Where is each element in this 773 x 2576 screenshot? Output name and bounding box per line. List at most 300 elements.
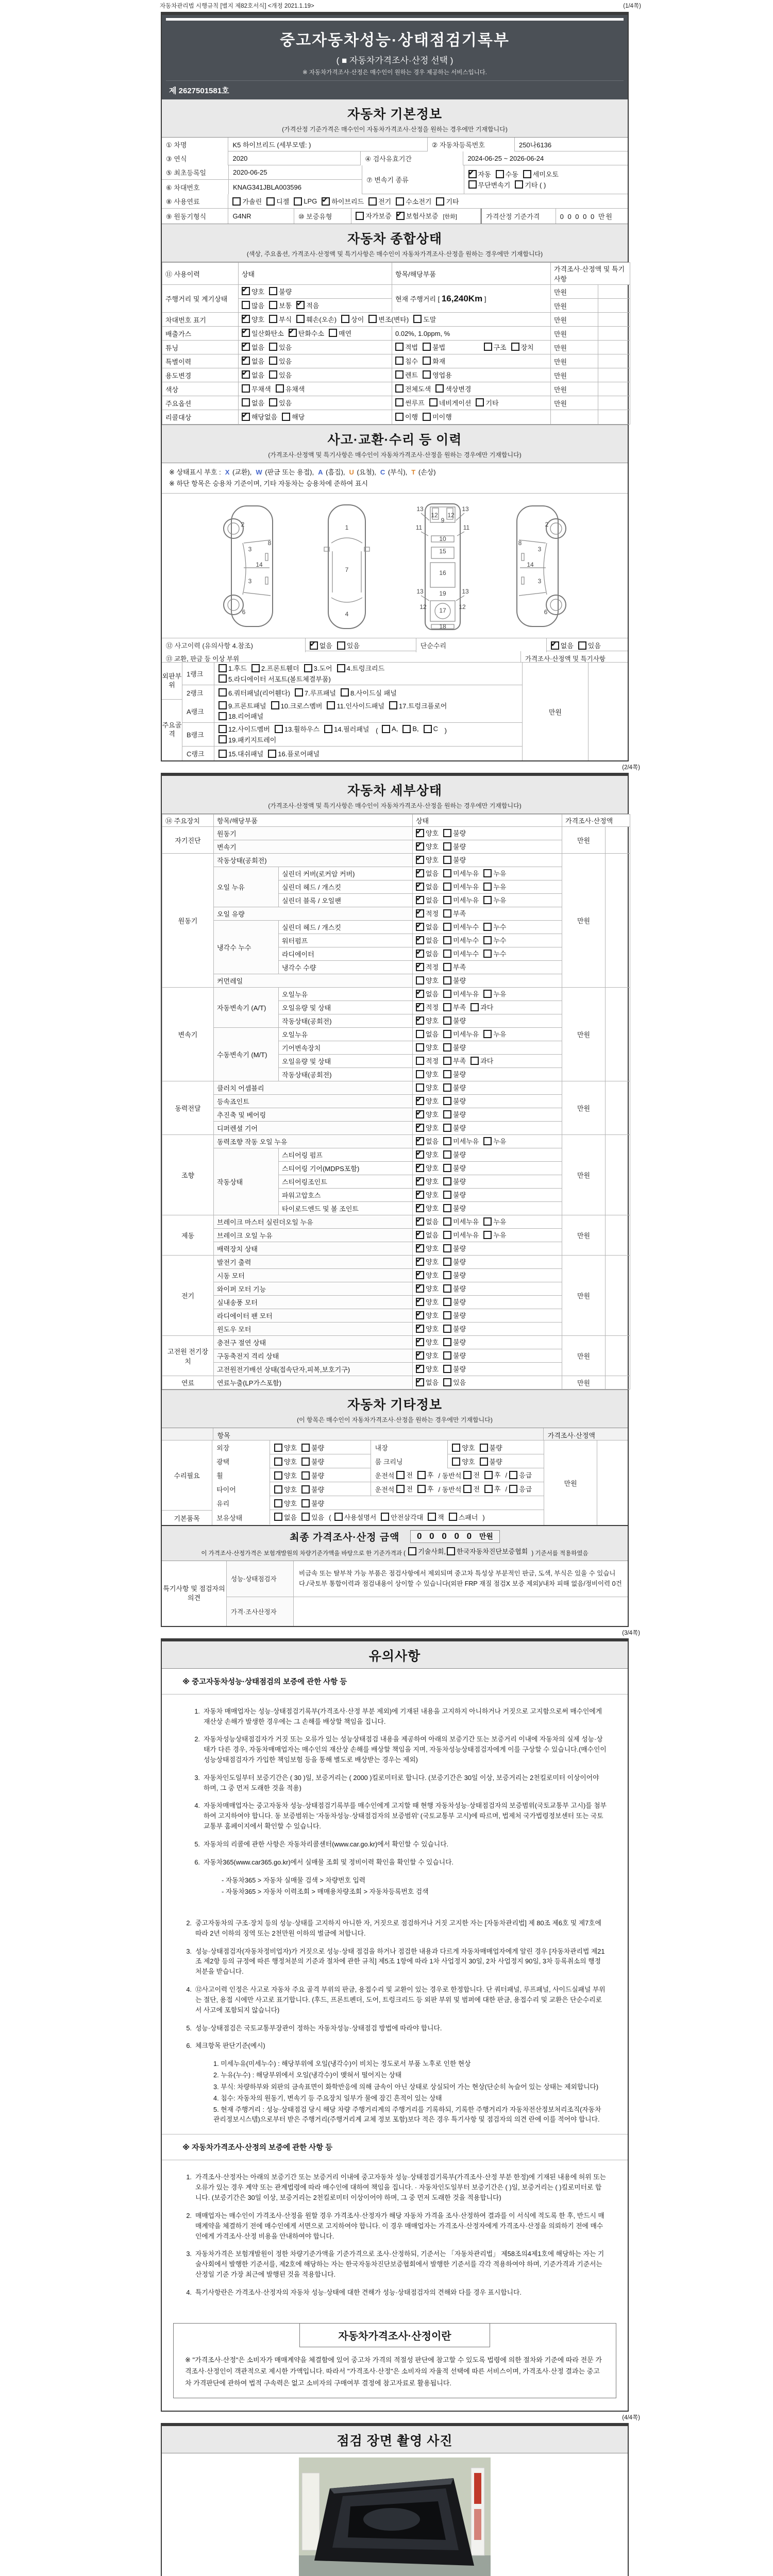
checkbox-icon[interactable] — [242, 301, 250, 309]
checkbox-option[interactable] — [324, 724, 369, 734]
checkbox-option[interactable] — [296, 300, 319, 310]
checkbox-icon[interactable] — [443, 1083, 451, 1092]
checkbox-checked-icon[interactable] — [416, 1378, 424, 1386]
checkbox-option[interactable] — [511, 342, 534, 352]
checkbox-option[interactable] — [368, 196, 391, 206]
checkbox-icon[interactable] — [396, 1485, 405, 1493]
checkbox-option[interactable] — [274, 1470, 297, 1480]
checkbox-icon[interactable] — [443, 950, 451, 958]
checkbox-option[interactable] — [443, 1297, 466, 1307]
checkbox-icon[interactable] — [341, 688, 349, 697]
checkbox-icon[interactable] — [443, 909, 451, 918]
checkbox-option[interactable] — [443, 855, 466, 865]
checkbox-icon[interactable] — [242, 398, 250, 406]
checkbox-icon[interactable] — [443, 1351, 451, 1360]
checkbox-option[interactable] — [452, 1456, 475, 1466]
checkbox-icon[interactable] — [509, 1471, 517, 1479]
checkbox-icon[interactable] — [443, 1204, 451, 1212]
checkbox-icon[interactable] — [483, 883, 492, 891]
checkbox-option[interactable] — [416, 1109, 439, 1119]
checkbox-icon[interactable] — [341, 315, 349, 323]
checkbox-checked-icon[interactable] — [416, 1325, 424, 1333]
checkbox-checked-icon[interactable] — [416, 896, 424, 904]
checkbox-icon[interactable] — [435, 384, 444, 393]
checkbox-checked-icon[interactable] — [416, 950, 424, 958]
checkbox-icon[interactable] — [269, 370, 277, 379]
checkbox-option[interactable] — [416, 1364, 439, 1374]
checkbox-option[interactable] — [276, 384, 305, 394]
checkbox-icon[interactable] — [480, 1444, 488, 1452]
checkbox-icon[interactable] — [269, 357, 277, 365]
checkbox-option[interactable] — [463, 1484, 480, 1494]
checkbox-icon[interactable] — [242, 384, 250, 393]
checkbox-option[interactable] — [242, 314, 264, 324]
checkbox-icon[interactable] — [483, 1137, 492, 1145]
checkbox-option[interactable] — [242, 398, 264, 408]
checkbox-option[interactable] — [483, 1216, 506, 1226]
checkbox-icon[interactable] — [443, 1070, 451, 1078]
checkbox-option[interactable] — [484, 342, 507, 352]
checkbox-option[interactable] — [443, 1350, 466, 1360]
checkbox-option[interactable] — [416, 935, 439, 945]
checkbox-icon[interactable] — [389, 701, 397, 709]
checkbox-option[interactable] — [416, 1163, 439, 1173]
checkbox-option[interactable] — [483, 922, 506, 931]
checkbox-option[interactable] — [443, 1042, 466, 1052]
checkbox-option[interactable] — [443, 1109, 466, 1119]
checkbox-option[interactable] — [416, 1216, 439, 1226]
checkbox-option[interactable] — [301, 1456, 324, 1466]
checkbox-option[interactable] — [443, 1176, 466, 1186]
checkbox-icon[interactable] — [413, 315, 422, 323]
checkbox-icon[interactable] — [443, 1244, 451, 1252]
checkbox-option[interactable] — [296, 314, 337, 324]
checkbox-icon[interactable] — [443, 856, 451, 864]
checkbox-icon[interactable] — [443, 1365, 451, 1373]
checkbox-icon[interactable] — [274, 1471, 282, 1480]
checkbox-option[interactable] — [396, 211, 439, 221]
checkbox-icon[interactable] — [483, 950, 492, 958]
checkbox-option[interactable] — [269, 398, 292, 408]
checkbox-icon[interactable] — [468, 180, 477, 189]
checkbox-option[interactable] — [242, 328, 284, 338]
checkbox-option[interactable] — [416, 1015, 439, 1025]
checkbox-icon[interactable] — [436, 197, 444, 206]
checkbox-icon[interactable] — [268, 750, 276, 758]
checkbox-option[interactable] — [483, 935, 506, 945]
checkbox-icon[interactable] — [429, 398, 438, 406]
checkbox-checked-icon[interactable] — [416, 1110, 424, 1118]
checkbox-icon[interactable] — [282, 413, 290, 421]
checkbox-option[interactable] — [269, 286, 292, 296]
checkbox-icon[interactable] — [416, 976, 424, 985]
checkbox-icon[interactable] — [396, 197, 404, 206]
checkbox-option[interactable] — [416, 948, 439, 958]
checkbox-icon[interactable] — [443, 1231, 451, 1239]
checkbox-option[interactable] — [402, 725, 418, 733]
checkbox-option[interactable] — [268, 749, 320, 758]
checkbox-icon[interactable] — [271, 701, 279, 709]
checkbox-icon[interactable] — [274, 1499, 282, 1507]
checkbox-checked-icon[interactable] — [416, 1365, 424, 1373]
checkbox-option[interactable] — [443, 1364, 466, 1374]
checkbox-option[interactable] — [416, 1149, 439, 1159]
checkbox-icon[interactable] — [295, 688, 303, 697]
checkbox-icon[interactable] — [423, 370, 431, 379]
checkbox-option[interactable] — [381, 1512, 423, 1522]
checkbox-option[interactable] — [368, 314, 409, 324]
checkbox-option[interactable] — [395, 356, 418, 366]
checkbox-icon[interactable] — [266, 197, 275, 206]
checkbox-option[interactable] — [470, 1002, 493, 1012]
checkbox-option[interactable] — [269, 370, 292, 380]
checkbox-icon[interactable] — [443, 1097, 451, 1105]
checkbox-icon[interactable] — [443, 1110, 451, 1118]
checkbox-option[interactable] — [301, 1470, 324, 1480]
checkbox-icon[interactable] — [443, 842, 451, 851]
checkbox-icon[interactable] — [276, 384, 284, 393]
checkbox-checked-icon[interactable] — [242, 370, 250, 379]
checkbox-icon[interactable] — [395, 384, 404, 393]
checkbox-option[interactable] — [416, 1324, 439, 1333]
checkbox-option[interactable] — [341, 314, 364, 324]
checkbox-icon[interactable] — [452, 1458, 460, 1466]
checkbox-option[interactable] — [447, 1546, 528, 1556]
checkbox-icon[interactable] — [443, 976, 451, 985]
checkbox-option[interactable] — [416, 1230, 439, 1240]
checkbox-option[interactable] — [416, 1203, 439, 1213]
checkbox-option[interactable] — [443, 922, 479, 931]
checkbox-option[interactable] — [435, 384, 471, 394]
checkbox-icon[interactable] — [219, 712, 227, 720]
checkbox-option[interactable] — [423, 342, 445, 352]
checkbox-option[interactable] — [242, 370, 264, 380]
checkbox-icon[interactable] — [483, 936, 492, 944]
checkbox-option[interactable] — [294, 197, 317, 206]
checkbox-option[interactable] — [429, 398, 472, 408]
checkbox-option[interactable] — [416, 841, 439, 851]
checkbox-icon[interactable] — [294, 197, 302, 206]
checkbox-option[interactable] — [242, 286, 264, 296]
checkbox-option[interactable] — [483, 1029, 506, 1039]
checkbox-option[interactable] — [416, 908, 439, 918]
checkbox-option[interactable] — [416, 1297, 439, 1307]
checkbox-option[interactable] — [395, 342, 418, 352]
checkbox-option[interactable] — [443, 1283, 466, 1293]
checkbox-icon[interactable] — [515, 180, 523, 189]
checkbox-icon[interactable] — [443, 896, 451, 904]
checkbox-icon[interactable] — [274, 1458, 282, 1466]
checkbox-option[interactable] — [416, 962, 439, 972]
checkbox-checked-icon[interactable] — [416, 1217, 424, 1226]
checkbox-icon[interactable] — [443, 869, 451, 877]
checkbox-checked-icon[interactable] — [416, 1244, 424, 1252]
checkbox-icon[interactable] — [423, 343, 431, 351]
checkbox-option[interactable] — [443, 975, 466, 985]
checkbox-option[interactable] — [301, 1512, 324, 1522]
checkbox-icon[interactable] — [443, 829, 451, 837]
checkbox-option[interactable] — [443, 868, 479, 878]
checkbox-checked-icon[interactable] — [416, 1351, 424, 1360]
checkbox-icon[interactable] — [395, 357, 404, 365]
checkbox-checked-icon[interactable] — [416, 1124, 424, 1132]
checkbox-option[interactable] — [389, 701, 447, 710]
checkbox-option[interactable] — [443, 1082, 466, 1092]
checkbox-option[interactable] — [476, 398, 498, 408]
checkbox-option[interactable] — [443, 1096, 466, 1106]
checkbox-icon[interactable] — [483, 1030, 492, 1038]
checkbox-icon[interactable] — [443, 1016, 451, 1025]
checkbox-option[interactable] — [282, 412, 305, 421]
checkbox-icon[interactable] — [443, 1150, 451, 1159]
checkbox-checked-icon[interactable] — [242, 343, 250, 351]
checkbox-checked-icon[interactable] — [468, 170, 477, 178]
checkbox-icon[interactable] — [416, 1057, 424, 1065]
checkbox-option[interactable] — [480, 1443, 502, 1452]
checkbox-option[interactable] — [416, 1190, 439, 1199]
checkbox-icon[interactable] — [443, 1030, 451, 1038]
checkbox-icon[interactable] — [395, 413, 404, 421]
checkbox-option[interactable] — [395, 398, 425, 408]
checkbox-checked-icon[interactable] — [551, 641, 559, 650]
checkbox-icon[interactable] — [382, 725, 390, 733]
checkbox-option[interactable] — [443, 948, 479, 958]
checkbox-option[interactable] — [443, 841, 466, 851]
checkbox-icon[interactable] — [296, 315, 305, 323]
checkbox-checked-icon[interactable] — [296, 301, 305, 309]
checkbox-icon[interactable] — [402, 725, 411, 733]
checkbox-option[interactable] — [266, 196, 289, 206]
checkbox-icon[interactable] — [443, 1298, 451, 1306]
checkbox-icon[interactable] — [416, 1083, 424, 1092]
checkbox-option[interactable] — [395, 412, 418, 421]
checkbox-icon[interactable] — [251, 664, 260, 672]
checkbox-icon[interactable] — [301, 1458, 310, 1466]
checkbox-checked-icon[interactable] — [289, 329, 297, 337]
checkbox-icon[interactable] — [443, 990, 451, 998]
checkbox-option[interactable] — [301, 1498, 324, 1508]
checkbox-option[interactable] — [269, 356, 292, 366]
checkbox-option[interactable] — [483, 882, 506, 891]
checkbox-icon[interactable] — [443, 1325, 451, 1333]
checkbox-option[interactable] — [443, 935, 479, 945]
checkbox-icon[interactable] — [443, 1124, 451, 1132]
checkbox-option[interactable] — [416, 1123, 439, 1132]
checkbox-option[interactable] — [408, 1546, 446, 1556]
checkbox-icon[interactable] — [443, 1338, 451, 1346]
checkbox-icon[interactable] — [443, 1191, 451, 1199]
checkbox-option[interactable] — [251, 663, 299, 673]
checkbox-option[interactable] — [443, 1377, 466, 1387]
checkbox-option[interactable] — [416, 1082, 439, 1092]
checkbox-option[interactable] — [242, 342, 264, 352]
checkbox-icon[interactable] — [327, 701, 335, 709]
checkbox-option[interactable] — [443, 1216, 479, 1226]
checkbox-option[interactable] — [443, 1056, 466, 1065]
checkbox-option[interactable] — [443, 1136, 479, 1146]
checkbox-option[interactable] — [551, 640, 574, 650]
checkbox-option[interactable] — [269, 314, 292, 324]
checkbox-checked-icon[interactable] — [396, 212, 405, 220]
checkbox-checked-icon[interactable] — [416, 842, 424, 851]
checkbox-option[interactable] — [416, 1377, 439, 1387]
checkbox-icon[interactable] — [463, 1471, 472, 1479]
checkbox-icon[interactable] — [443, 1217, 451, 1226]
checkbox-option[interactable] — [416, 895, 439, 905]
checkbox-icon[interactable] — [417, 1485, 426, 1493]
checkbox-option[interactable] — [515, 180, 546, 190]
checkbox-icon[interactable] — [329, 329, 337, 337]
checkbox-icon[interactable] — [219, 725, 227, 733]
checkbox-option[interactable] — [483, 989, 506, 998]
checkbox-option[interactable] — [275, 724, 320, 734]
checkbox-icon[interactable] — [470, 1057, 479, 1065]
checkbox-icon[interactable] — [368, 197, 377, 206]
checkbox-icon[interactable] — [483, 990, 492, 998]
checkbox-option[interactable] — [416, 1350, 439, 1360]
checkbox-icon[interactable] — [269, 398, 277, 406]
checkbox-icon[interactable] — [578, 641, 586, 650]
checkbox-option[interactable] — [436, 196, 459, 206]
checkbox-option[interactable] — [484, 1484, 501, 1494]
checkbox-option[interactable] — [423, 370, 452, 380]
checkbox-checked-icon[interactable] — [416, 1097, 424, 1105]
checkbox-icon[interactable] — [269, 301, 277, 309]
checkbox-icon[interactable] — [484, 1485, 493, 1493]
checkbox-option[interactable] — [417, 1484, 434, 1494]
checkbox-option[interactable] — [242, 356, 264, 366]
checkbox-checked-icon[interactable] — [416, 1271, 424, 1279]
checkbox-icon[interactable] — [443, 1311, 451, 1319]
checkbox-option[interactable] — [416, 1257, 439, 1266]
checkbox-option[interactable] — [395, 384, 431, 394]
checkbox-icon[interactable] — [483, 869, 492, 877]
checkbox-icon[interactable] — [356, 212, 364, 220]
checkbox-option[interactable] — [428, 1512, 444, 1522]
checkbox-option[interactable] — [219, 688, 290, 698]
checkbox-icon[interactable] — [443, 883, 451, 891]
checkbox-icon[interactable] — [443, 1164, 451, 1172]
checkbox-option[interactable] — [416, 1337, 439, 1347]
checkbox-icon[interactable] — [396, 1471, 405, 1479]
checkbox-icon[interactable] — [509, 1485, 517, 1493]
checkbox-option[interactable] — [483, 948, 506, 958]
checkbox-option[interactable] — [310, 640, 332, 650]
checkbox-option[interactable] — [423, 356, 445, 366]
checkbox-option[interactable] — [219, 749, 263, 758]
checkbox-icon[interactable] — [423, 357, 431, 365]
checkbox-checked-icon[interactable] — [416, 1016, 424, 1025]
checkbox-option[interactable] — [416, 855, 439, 865]
checkbox-option[interactable] — [443, 908, 466, 918]
checkbox-icon[interactable] — [274, 1513, 282, 1521]
checkbox-checked-icon[interactable] — [416, 990, 424, 998]
checkbox-option[interactable] — [443, 1149, 466, 1159]
checkbox-option[interactable] — [337, 640, 360, 650]
checkbox-checked-icon[interactable] — [416, 909, 424, 918]
checkbox-icon[interactable] — [443, 1177, 451, 1185]
checkbox-option[interactable] — [416, 1042, 439, 1052]
checkbox-option[interactable] — [274, 1484, 297, 1494]
checkbox-option[interactable] — [219, 724, 270, 734]
checkbox-option[interactable] — [443, 1163, 466, 1173]
checkbox-option[interactable] — [416, 828, 439, 838]
checkbox-option[interactable] — [304, 663, 332, 673]
checkbox-icon[interactable] — [417, 1471, 426, 1479]
checkbox-option[interactable] — [483, 1136, 506, 1146]
checkbox-icon[interactable] — [476, 398, 484, 406]
checkbox-icon[interactable] — [301, 1444, 310, 1452]
checkbox-option[interactable] — [269, 342, 292, 352]
checkbox-option[interactable] — [443, 1190, 466, 1199]
checkbox-icon[interactable] — [368, 315, 377, 323]
checkbox-icon[interactable] — [463, 1485, 472, 1493]
checkbox-option[interactable] — [396, 1470, 413, 1480]
checkbox-option[interactable] — [295, 688, 336, 698]
checkbox-checked-icon[interactable] — [242, 315, 250, 323]
checkbox-option[interactable] — [334, 1512, 377, 1522]
checkbox-option[interactable] — [483, 1230, 506, 1240]
checkbox-option[interactable] — [269, 300, 292, 310]
checkbox-icon[interactable] — [416, 1070, 424, 1078]
checkbox-option[interactable] — [219, 674, 331, 684]
checkbox-option[interactable] — [416, 1310, 439, 1320]
checkbox-option[interactable] — [382, 725, 398, 733]
checkbox-option[interactable] — [416, 1136, 439, 1146]
checkbox-option[interactable] — [329, 328, 351, 338]
checkbox-option[interactable] — [509, 1484, 532, 1494]
checkbox-option[interactable] — [483, 868, 506, 878]
checkbox-option[interactable] — [443, 1270, 466, 1280]
checkbox-option[interactable] — [242, 384, 271, 394]
checkbox-icon[interactable] — [275, 725, 283, 733]
checkbox-option[interactable] — [484, 1470, 501, 1480]
checkbox-option[interactable] — [219, 701, 266, 710]
checkbox-option[interactable] — [443, 1243, 466, 1253]
checkbox-option[interactable] — [443, 1203, 466, 1213]
checkbox-option[interactable] — [443, 1002, 466, 1012]
checkbox-option[interactable] — [449, 1512, 478, 1522]
checkbox-option[interactable] — [578, 640, 601, 650]
checkbox-checked-icon[interactable] — [416, 1284, 424, 1293]
checkbox-option[interactable] — [416, 1029, 439, 1039]
checkbox-checked-icon[interactable] — [416, 856, 424, 864]
checkbox-icon[interactable] — [452, 1444, 460, 1452]
checkbox-checked-icon[interactable] — [416, 1177, 424, 1185]
checkbox-option[interactable] — [416, 922, 439, 931]
checkbox-option[interactable] — [289, 328, 324, 338]
checkbox-checked-icon[interactable] — [416, 1231, 424, 1239]
checkbox-checked-icon[interactable] — [242, 287, 250, 295]
checkbox-option[interactable] — [443, 1015, 466, 1025]
checkbox-icon[interactable] — [301, 1485, 310, 1494]
checkbox-icon[interactable] — [395, 398, 404, 406]
checkbox-option[interactable] — [423, 412, 452, 421]
checkbox-icon[interactable] — [449, 1513, 457, 1521]
checkbox-option[interactable] — [452, 1443, 475, 1452]
checkbox-icon[interactable] — [274, 1444, 282, 1452]
checkbox-icon[interactable] — [219, 664, 227, 672]
checkbox-option[interactable] — [443, 828, 466, 838]
checkbox-option[interactable] — [416, 1176, 439, 1186]
checkbox-icon[interactable] — [337, 641, 345, 650]
checkbox-checked-icon[interactable] — [242, 329, 250, 337]
checkbox-option[interactable] — [274, 1512, 297, 1522]
checkbox-option[interactable] — [468, 180, 511, 190]
checkbox-icon[interactable] — [443, 1057, 451, 1065]
checkbox-icon[interactable] — [219, 735, 227, 743]
checkbox-checked-icon[interactable] — [416, 1137, 424, 1145]
